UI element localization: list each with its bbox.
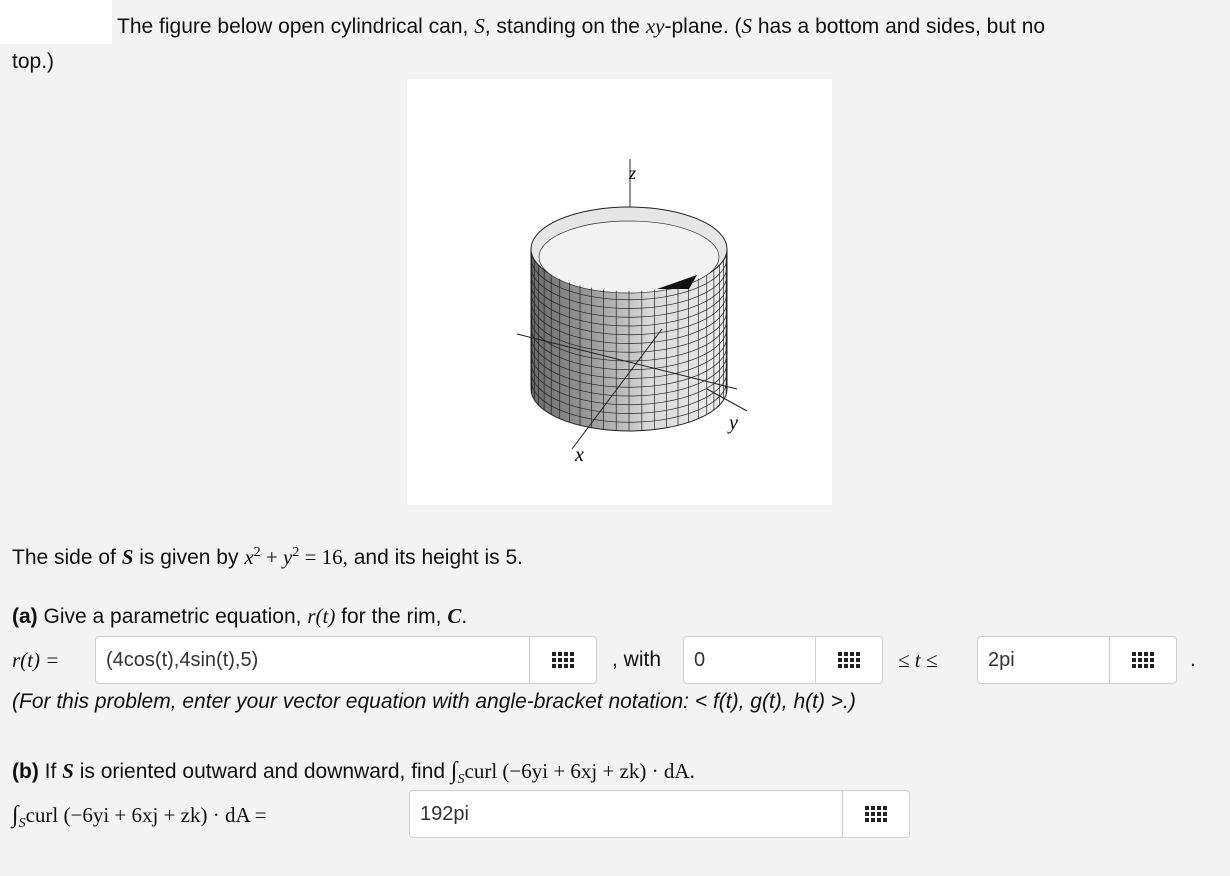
cylinder-plot bbox=[407, 79, 832, 505]
flux-label: $\int_Scurl$ (−6yi + 6xj + zk) · dA = bbox=[12, 802, 267, 832]
cylinder-figure bbox=[407, 79, 832, 505]
t-range-symbol: ≤ t ≤ bbox=[898, 648, 938, 672]
side-description: The side of S is given by $x^2 + y^2 = 16$, and its height is 5. bbox=[12, 545, 524, 569]
keyboard-icon[interactable] bbox=[529, 637, 596, 683]
angle-bracket-note: (For this problem, enter your vector equation with angle-bracket notation: < f(t), g(t), h(t) >.) bbox=[12, 690, 856, 713]
part-a-prompt: (a) Give a parametric equation, r(t) for the rim, C. bbox=[12, 604, 468, 628]
keyboard-icon[interactable] bbox=[1109, 637, 1176, 683]
z-axis-label: z bbox=[629, 163, 637, 183]
with-label: , with bbox=[612, 648, 662, 671]
intro-text-continued: top.) bbox=[12, 50, 55, 73]
keyboard-icon[interactable] bbox=[842, 791, 909, 837]
end-period: . bbox=[1190, 648, 1196, 671]
intro-text: The figure below open cylindrical can, S, standing on the xy-plane. (S has a bottom and sides, but no bbox=[117, 14, 1046, 38]
keyboard-icon[interactable] bbox=[815, 637, 882, 683]
x-axis-label: x bbox=[575, 444, 584, 466]
y-axis-label: y bbox=[729, 412, 738, 434]
header-blank bbox=[0, 0, 112, 44]
flux-answer-input[interactable]: 192pi bbox=[409, 790, 910, 838]
r-label: r(t) = bbox=[12, 648, 60, 672]
r-answer-input[interactable]: (4cos(t),4sin(t),5) bbox=[95, 636, 597, 684]
t-max-input[interactable]: 2pi bbox=[977, 636, 1177, 684]
t-min-input[interactable]: 0 bbox=[683, 636, 883, 684]
part-b-prompt: (b) If S is oriented outward and downward, find $\int_Scurl$ (−6yi + 6xj + zk) · dA. bbox=[12, 758, 695, 788]
